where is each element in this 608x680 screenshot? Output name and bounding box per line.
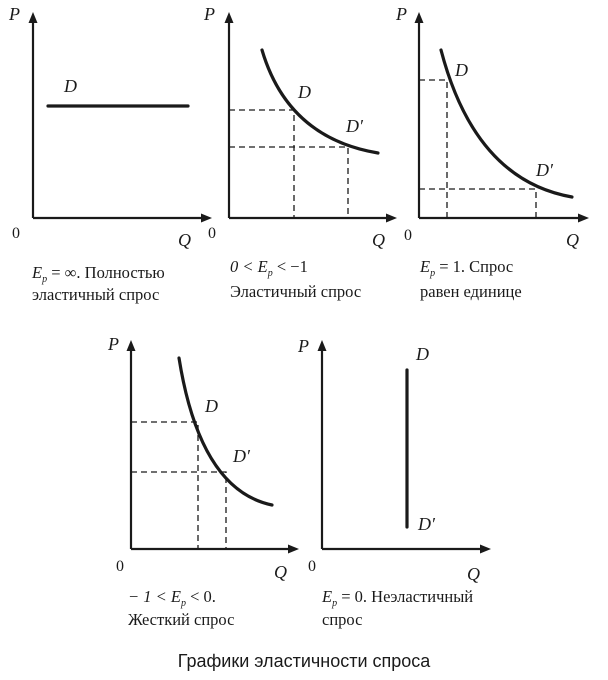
guide-line-point-d-prime — [419, 189, 536, 218]
demand-label-d-prime: D′ — [233, 446, 250, 466]
panel-caption-line1: $E_p = 0$. Неэластичный — [322, 587, 474, 609]
panel-perfectly-inelastic — [297, 336, 491, 629]
origin-label: 0 — [116, 558, 124, 575]
q-axis-label: Q — [372, 230, 385, 250]
q-axis-arrow — [288, 545, 299, 554]
p-axis-arrow — [415, 12, 424, 23]
demand-label-d: D — [205, 396, 218, 416]
guide-line-point-d — [131, 422, 198, 549]
origin-label: 0 — [12, 225, 20, 242]
origin-label: 0 — [208, 225, 216, 242]
q-axis-label: Q — [566, 230, 579, 250]
panel-inelastic-rigid — [107, 334, 299, 629]
panel-caption-line2: равен единице — [420, 282, 522, 301]
q-axis-label: Q — [178, 230, 191, 250]
demand-label-d: D — [455, 60, 468, 80]
q-axis-arrow — [480, 545, 491, 554]
guide-line-point-d — [419, 80, 447, 218]
panel-perfectly-elastic — [8, 4, 212, 304]
demand-label-d: D — [416, 344, 429, 364]
demand-curve — [262, 50, 378, 153]
panel-unit-elastic — [395, 4, 589, 301]
panel-caption-line1: − $1 < E_p < 0$. — [128, 587, 216, 609]
q-axis-arrow — [201, 214, 212, 223]
guide-line-point-d — [229, 110, 294, 218]
demand-label-d: D — [64, 76, 77, 96]
p-axis-label: P — [9, 4, 20, 24]
p-axis-label: P — [396, 4, 407, 24]
panel-caption-line2: спрос — [322, 610, 363, 629]
p-axis-arrow — [29, 12, 38, 23]
origin-label: 0 — [404, 227, 412, 244]
demand-label-d-prime: D′ — [536, 160, 553, 180]
panel-caption-line2: Жесткий спрос — [128, 610, 235, 629]
panel-caption-line2: Эластичный спрос — [230, 282, 362, 301]
p-axis-arrow — [127, 340, 136, 351]
guide-line-point-d-prime — [229, 147, 348, 218]
demand-label-d: D — [298, 82, 311, 102]
p-axis-label: P — [204, 4, 215, 24]
q-axis-arrow — [386, 214, 397, 223]
figure-title: Графики эластичности спроса — [177, 651, 431, 671]
demand-label-d-prime: D′ — [346, 116, 363, 136]
q-axis-arrow — [578, 214, 589, 223]
guide-line-point-d-prime — [131, 472, 226, 549]
p-axis-label: P — [108, 334, 119, 354]
p-axis-arrow — [225, 12, 234, 23]
panel-caption-line2: эластичный спрос — [32, 285, 160, 304]
panel-caption-line1: $0 < E_p < -1$ — [230, 257, 308, 279]
q-axis-label: Q — [467, 564, 480, 584]
panel-elastic — [203, 4, 397, 301]
panel-caption-line1: $E_p$ = ∞. Полностью — [32, 263, 165, 285]
q-axis-label: Q — [274, 562, 287, 582]
origin-label: 0 — [308, 558, 316, 575]
demand-label-d-prime: D′ — [418, 514, 435, 534]
panel-caption-line1: $E_p = 1$. Спрос — [420, 257, 514, 279]
p-axis-arrow — [318, 340, 327, 351]
p-axis-label: P — [298, 336, 309, 356]
